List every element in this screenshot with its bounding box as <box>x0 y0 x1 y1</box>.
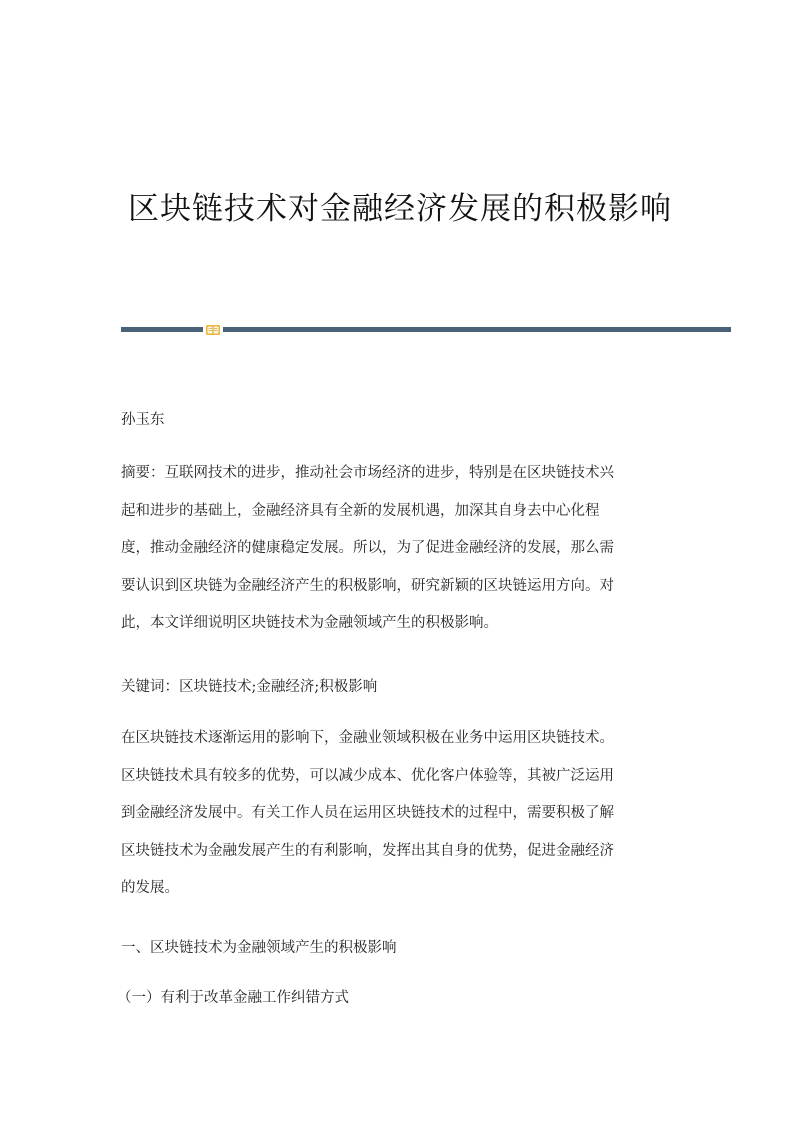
author-name: 孙玉东 <box>121 412 165 428</box>
abstract-line: 摘要：互联网技术的进步，推动社会市场经济的进步，特别是在区块链技术兴 <box>121 465 614 481</box>
body-paragraph <box>121 720 681 908</box>
subsection-heading: （一）有利于改革金融工作纠错方式 <box>117 990 349 1006</box>
title-divider <box>121 322 731 338</box>
abstract-line: 度，推动金融经济的健康稳定发展。所以，为了促进金融经济的发展，那么需 <box>121 540 614 556</box>
body-line: 区块链技术具有较多的优势，可以减少成本、优化客户体验等，其被广泛运用 <box>121 767 614 784</box>
body-line: 区块链技术为金融发展产生的有利影响，发挥出其自身的优势，促进金融经济 <box>121 842 614 859</box>
document-title: 区块链技术对金融经济发展的积极影响 <box>128 191 672 227</box>
abstract <box>121 455 681 643</box>
divider-bar-right <box>223 327 731 332</box>
abstract-line: 要认识到区块链为金融经济产生的积极影响，研究新颖的区块链运用方向。对 <box>121 577 614 594</box>
keywords: 关键词：区块链技术;金融经济;积极影响 <box>121 679 378 695</box>
abstract-line: 此，本文详细说明区块链技术为金融领域产生的积极影响。 <box>121 615 498 631</box>
abstract-line: 起和进步的基础上，金融经济具有全新的发展机遇，加深其自身去中心化程 <box>121 502 600 519</box>
body-line: 到金融经济发展中。有关工作人员在运用区块链技术的过程中，需要积极了解 <box>121 805 614 821</box>
book-icon <box>205 322 221 338</box>
body-line: 的发展。 <box>121 880 179 896</box>
section-heading: 一、区块链技术为金融领域产生的积极影响 <box>121 940 397 956</box>
body-line: 在区块链技术逐渐运用的影响下，金融业领域积极在业务中运用区块链技术。 <box>121 730 614 746</box>
divider-bar-left <box>121 327 203 332</box>
